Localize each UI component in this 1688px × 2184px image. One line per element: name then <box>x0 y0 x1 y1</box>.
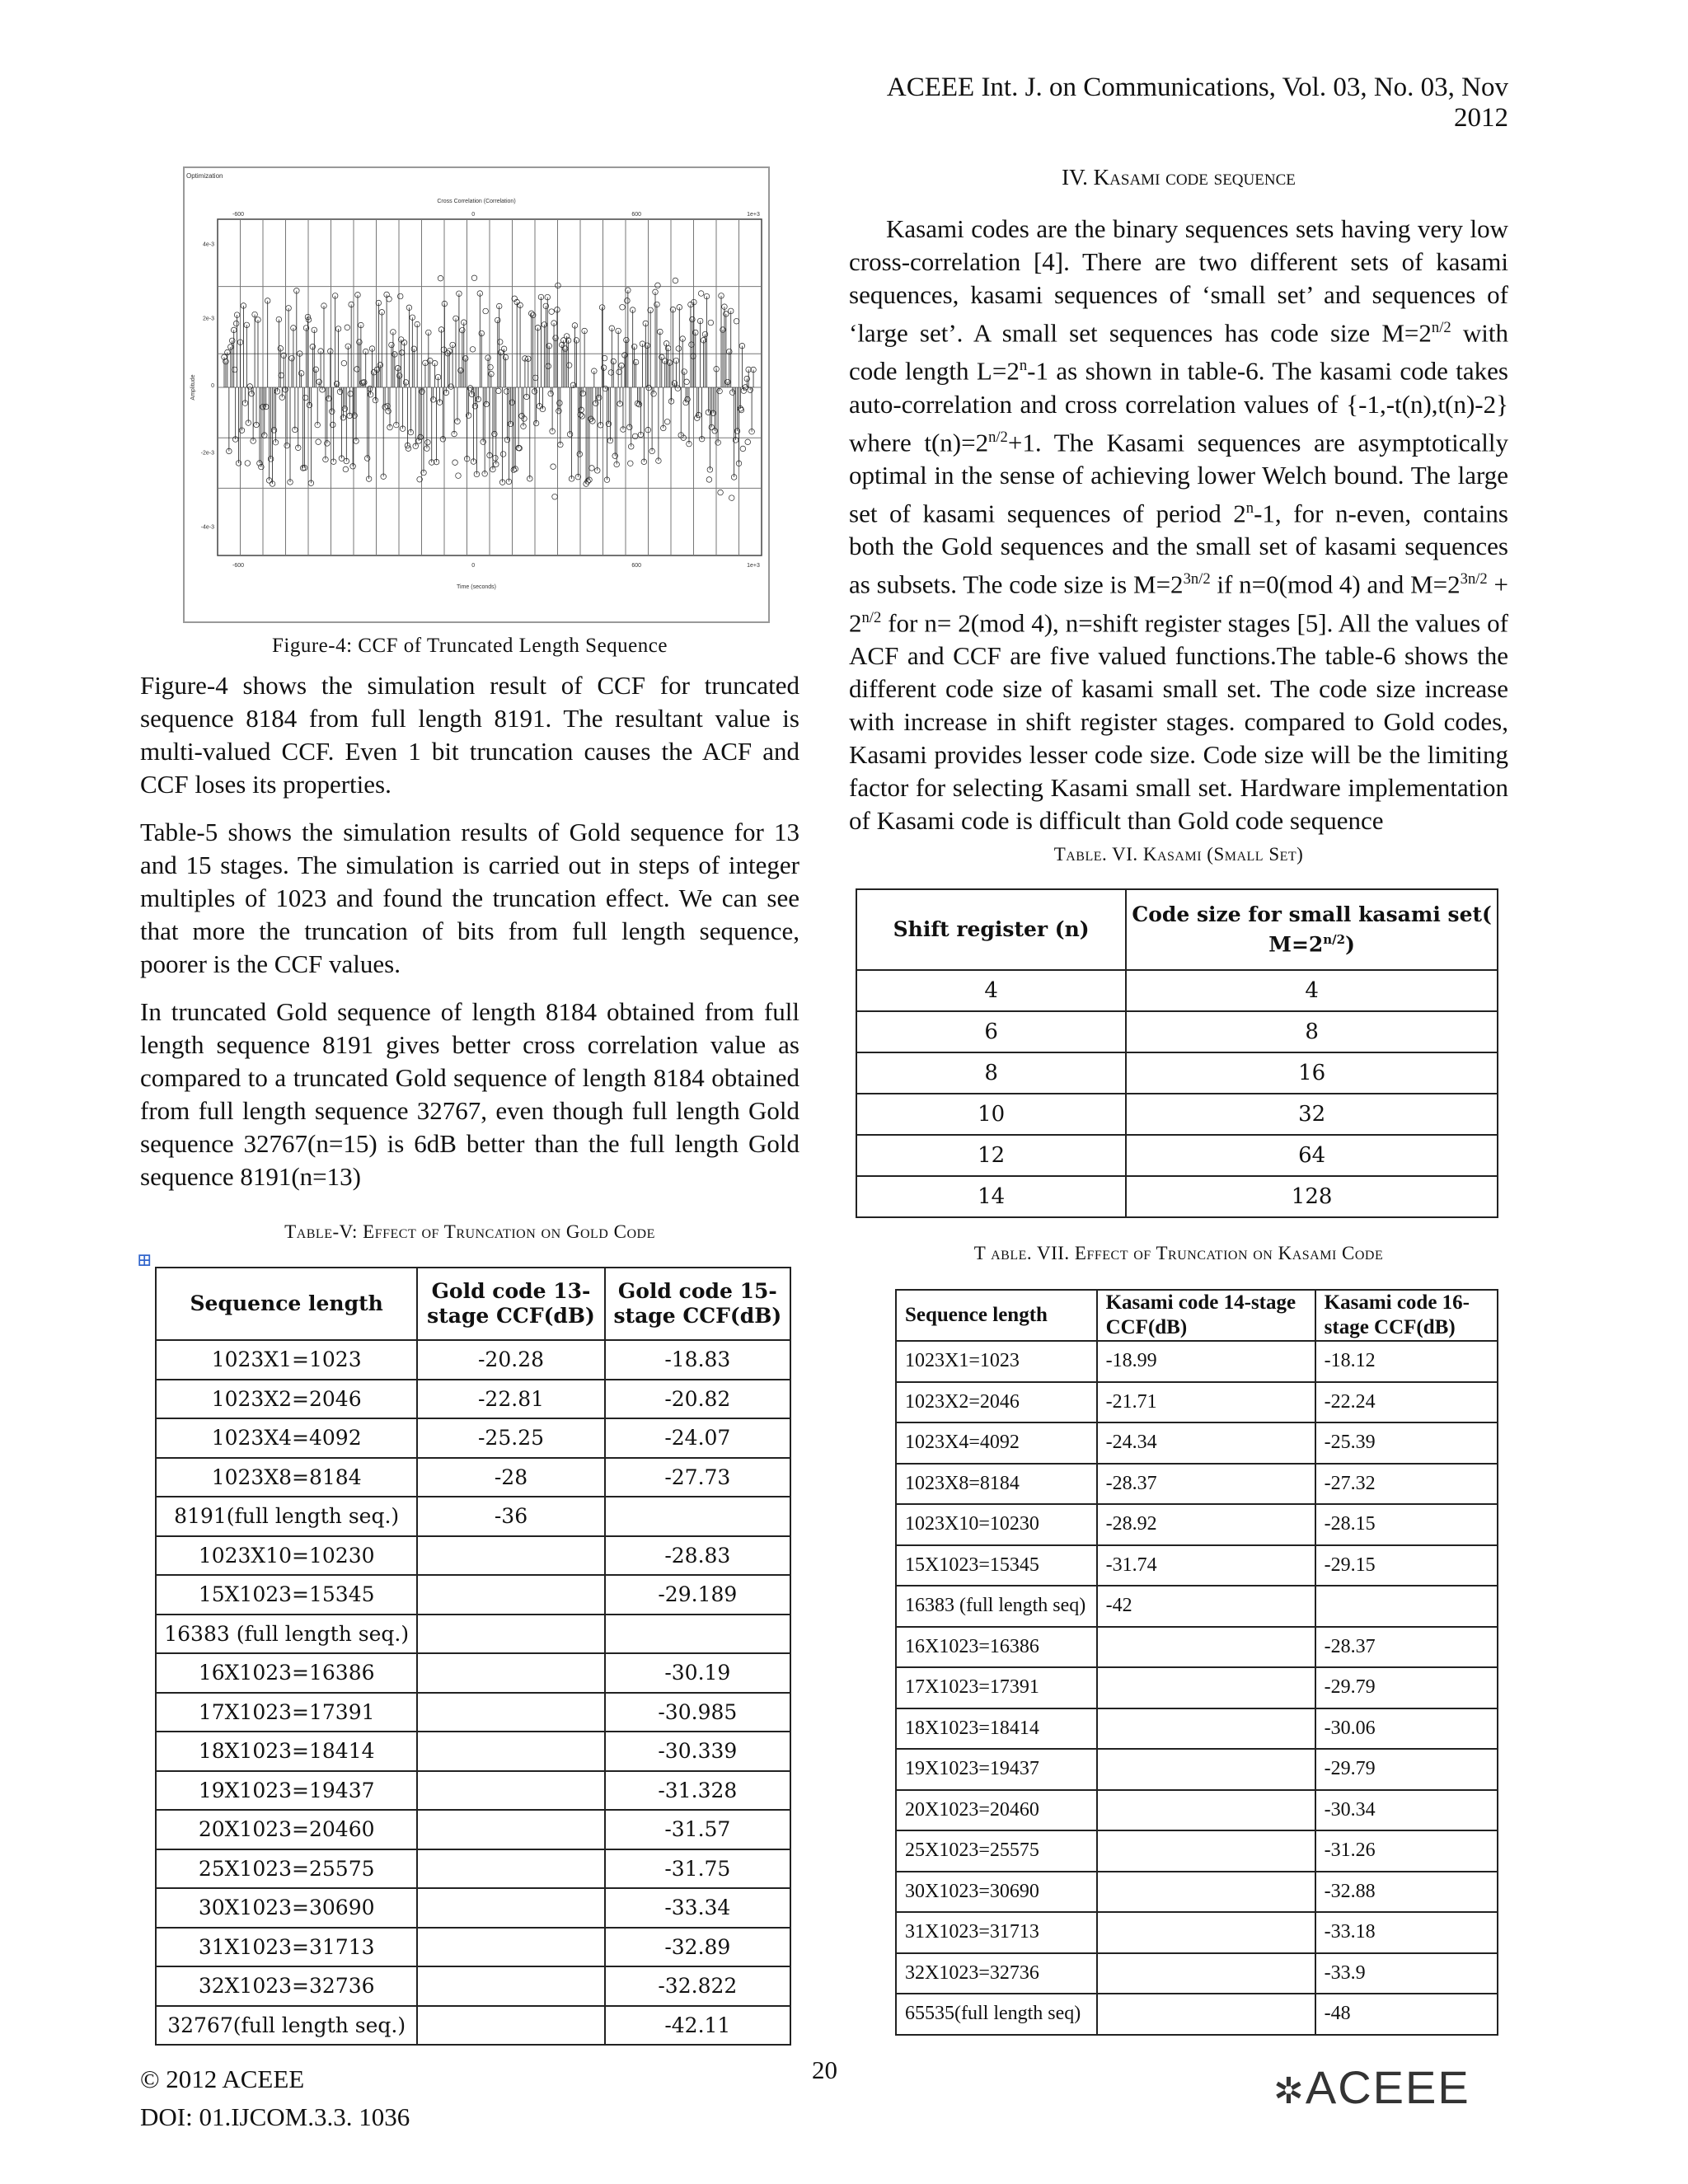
ccf-marker <box>691 354 696 359</box>
ccf-marker <box>470 347 476 353</box>
table-6 <box>856 888 1498 1218</box>
table-cell: -24.34 <box>1097 1422 1315 1464</box>
table-cell <box>1097 1790 1315 1831</box>
ccf-marker <box>233 321 239 326</box>
ccf-marker <box>316 439 321 445</box>
plot-xlabel: Time (seconds) <box>457 584 496 590</box>
ccf-marker <box>549 309 555 315</box>
table-cell: -25.25 <box>417 1418 604 1458</box>
table-cell: 1023X4=4092 <box>896 1422 1097 1464</box>
ccf-marker <box>718 490 724 495</box>
table-cell: 1023X8=8184 <box>896 1464 1097 1505</box>
table-cell: 1023X10=10230 <box>156 1536 417 1576</box>
table-row <box>896 1994 1498 2035</box>
table-7-header-0: Sequence length <box>896 1290 1097 1341</box>
table-cell: 1023X2=2046 <box>896 1382 1097 1423</box>
table-cell: 31X1023=31713 <box>156 1928 417 1967</box>
table-row <box>156 1497 790 1536</box>
table-row <box>156 1380 790 1419</box>
journal-header: ACEEE Int. J. on Communications, Vol. 03, No. 03, Nov 2012 <box>886 73 1508 133</box>
table-cell: 18X1023=18414 <box>156 1732 417 1771</box>
table-cell: 8 <box>1126 1011 1498 1052</box>
table-row <box>156 1340 790 1380</box>
table-row <box>896 1545 1498 1586</box>
ccf-marker <box>546 363 551 369</box>
section-heading <box>849 165 1508 190</box>
table-cell: -30.985 <box>605 1693 790 1732</box>
table-cell <box>417 1771 604 1811</box>
table-cell: -33.18 <box>1315 1912 1498 1953</box>
table-cell: -31.26 <box>1315 1830 1498 1872</box>
table-cell: 8 <box>856 1052 1126 1094</box>
ccf-marker <box>345 325 350 330</box>
ccf-marker <box>456 473 462 479</box>
y-tick-label: 2e-3 <box>202 316 214 322</box>
table-cell <box>417 1536 604 1576</box>
ccf-marker <box>367 386 373 391</box>
ccf-marker <box>438 275 443 281</box>
table-cell: -28.37 <box>1097 1464 1315 1505</box>
top-tick-label: 600 <box>631 212 642 218</box>
table-row <box>896 1912 1498 1953</box>
table-cell <box>417 1928 604 1967</box>
table-cell: -48 <box>1315 1994 1498 2035</box>
y-tick-label: -4e-3 <box>200 524 214 531</box>
table-row <box>156 1615 790 1654</box>
ccf-marker <box>608 370 614 376</box>
table-cell: 4 <box>856 970 1126 1011</box>
table-cell: 20X1023=20460 <box>156 1810 417 1849</box>
table-row <box>896 1586 1498 1627</box>
ccf-marker <box>676 346 682 352</box>
ccf-marker <box>734 318 739 324</box>
ccf-marker <box>279 373 284 378</box>
ccf-marker <box>729 495 734 501</box>
aceee-logo <box>1273 2060 1470 2114</box>
table-cell: 16 <box>1126 1052 1498 1094</box>
top-tick-label: -600 <box>232 212 245 218</box>
table-cell: 31X1023=31713 <box>896 1912 1097 1953</box>
table-cell: 16X1023=16386 <box>156 1653 417 1693</box>
table-row <box>896 1953 1498 1994</box>
table-cell: 14 <box>856 1176 1126 1217</box>
table-cell: 17X1023=17391 <box>896 1667 1097 1708</box>
ccf-marker <box>655 283 661 288</box>
table-cell: -29.15 <box>1315 1545 1498 1586</box>
table-7 <box>895 1289 1498 2036</box>
table-cell <box>1097 1708 1315 1750</box>
table-row <box>896 1627 1498 1668</box>
table-5-header-0: Sequence length <box>156 1268 417 1340</box>
table-cell: -20.82 <box>605 1380 790 1419</box>
bottom-tick-label: 0 <box>471 563 476 569</box>
table-row <box>156 1575 790 1615</box>
section-title: Kasami code sequence <box>1093 165 1296 190</box>
table-row <box>896 1382 1498 1423</box>
bottom-tick-label: -600 <box>232 563 245 569</box>
ccf-marker <box>740 446 746 452</box>
table-cell: 32767(full length seq.) <box>156 2006 417 2046</box>
table-cell: -20.28 <box>417 1340 604 1380</box>
table-5-header-2: Gold code 15-stage CCF(dB) <box>605 1268 790 1340</box>
table-cell <box>417 1849 604 1889</box>
plot-title: Cross Correlation (Correlation) <box>437 199 516 204</box>
table-cell: -31.328 <box>605 1771 790 1811</box>
ccf-plot <box>185 168 768 621</box>
kasami-paragraph: Kasami codes are the binary sequences sets having very low cross-correlation [4]. There are two different sets of kasami sequences, kasami sequences of ‘small set’ and sequences of ‘large set’. A small set sequences has code size $M=2^{n/2}$ with code length $L=2^n-1$ as shown in table-6. The kasami code takes auto-correlation and cross correlation values of {-1,-t(n),t(n)-2} where $t(n)=2^{n/2}+1$. The Kasami sequences are asymptotically optimal in the sense of achieving lower Welch bound. The large set of kasami sequences of period 2$^n$-1, for n-even, contains both the Gold sequences and the small set of kasami sequences as subsets. The code size is $M=2^{3n/2}$ if n=0(mod 4) and $M=2^{3n/2} + 2^{n/2}$ for n= 2(mod 4), n=shift register stages [5]. All the values of ACF and CCF are five valued functions.The table-6 shows the different code size of kasami small set. The code size increase with increase in shift register stages. compared to Gold codes, Kasami provides lesser code size. Code size will be the limiting factor for selecting Kasami small set. Hardware implementation of Kasami code is difficult than Gold code sequence <box>849 214 1509 835</box>
table-row <box>156 1849 790 1889</box>
table-cell <box>1097 1749 1315 1790</box>
table-cell: 18X1023=18414 <box>896 1708 1097 1750</box>
table-cell: -28.15 <box>1315 1504 1498 1545</box>
table-row <box>896 1464 1498 1505</box>
table-cell: -32.822 <box>605 1966 790 2006</box>
table-cell: -31.57 <box>605 1810 790 1849</box>
table-cell: 25X1023=25575 <box>156 1849 417 1889</box>
table-cell: -29.79 <box>1315 1667 1498 1708</box>
table-cell <box>417 2006 604 2046</box>
paragraph-truncated-gold: In truncated Gold sequence of length 8184 obtained from full length sequence 8191 gives better cross correlation value as compared to a truncated Gold sequence of length 8184 obtained from full length sequence 32767, even though full length Gold sequence 32767(n=15) is 6dB better than the full length Gold sequence 8191(n=13) <box>140 997 799 1191</box>
table-row <box>156 1458 790 1497</box>
doi: DOI: 01.IJCOM.3.3. 1036 <box>140 2102 410 2131</box>
table-row <box>156 2006 790 2046</box>
page-number: 20 <box>812 2055 837 2084</box>
table-cell: -30.339 <box>605 1732 790 1771</box>
table-cell <box>417 1810 604 1849</box>
table-cell: 32X1023=32736 <box>156 1966 417 2006</box>
table-row <box>856 1176 1498 1217</box>
table-cell: -27.73 <box>605 1458 790 1497</box>
table-cell: 1023X8=8184 <box>156 1458 417 1497</box>
ccf-marker <box>232 367 237 373</box>
ccf-marker <box>497 340 503 345</box>
ccf-marker <box>471 275 477 281</box>
table-cell <box>1097 1667 1315 1708</box>
ccf-marker <box>495 388 501 394</box>
ccf-marker <box>425 439 431 445</box>
ccf-marker <box>589 466 595 471</box>
table-6-header-0: Shift register (n) <box>856 889 1126 970</box>
table-cell: 16383 (full length seq.) <box>156 1615 417 1654</box>
ccf-marker <box>397 293 403 299</box>
table-cell: 1023X4=4092 <box>156 1418 417 1458</box>
table-cell: -31.74 <box>1097 1545 1315 1586</box>
table-row <box>896 1341 1498 1382</box>
copyright: © 2012 ACEEE <box>140 2064 305 2093</box>
table-cell: 10 <box>856 1094 1126 1135</box>
table-cell: -22.24 <box>1315 1382 1498 1423</box>
ccf-marker <box>245 461 251 466</box>
table-cell: 1023X1=1023 <box>896 1341 1097 1382</box>
table-cell <box>417 1653 604 1693</box>
ccf-marker <box>532 375 538 381</box>
table-cell: -29.189 <box>605 1575 790 1615</box>
top-tick-label: 1e+3 <box>747 212 760 218</box>
table-anchor-icon: ⊞ <box>137 1249 152 1270</box>
paragraph-fig4: Figure-4 shows the simulation result of CCF for truncated sequence 8184 from full length 8191. The resultant value is multi-valued CCF. Even 1 bit truncation causes the ACF and CCF loses its properties. <box>140 671 799 799</box>
table-7-header-1: Kasami code 14-stage CCF(dB) <box>1097 1290 1315 1341</box>
bottom-tick-label: 600 <box>631 563 642 569</box>
table-row <box>856 1094 1498 1135</box>
table-row <box>156 1810 790 1849</box>
table-row <box>156 1536 790 1576</box>
table-cell: 15X1023=15345 <box>896 1545 1097 1586</box>
ccf-marker <box>684 379 690 385</box>
table-cell: 12 <box>856 1135 1126 1176</box>
ccf-marker <box>493 455 499 461</box>
ccf-marker <box>483 308 489 314</box>
figure-4-caption: Figure-4: CCF of Truncated Length Sequence <box>272 635 668 657</box>
table-row <box>896 1790 1498 1831</box>
ccf-marker <box>706 477 712 483</box>
ccf-marker <box>675 386 681 391</box>
table-cell: -32.89 <box>605 1928 790 1967</box>
table-row <box>156 1771 790 1811</box>
ccf-marker <box>664 419 670 424</box>
ccf-marker <box>354 367 360 373</box>
table-cell: 32X1023=32736 <box>896 1953 1097 1994</box>
table-cell <box>417 1693 604 1732</box>
table-cell: -18.12 <box>1315 1341 1498 1382</box>
ccf-marker <box>673 278 678 284</box>
table-cell <box>417 1966 604 2006</box>
table-cell: -33.34 <box>605 1888 790 1928</box>
table-cell: -30.06 <box>1315 1708 1498 1750</box>
table-cell: -18.99 <box>1097 1341 1315 1382</box>
table-cell: -42 <box>1097 1586 1315 1627</box>
y-tick-label: 0 <box>211 383 214 389</box>
ccf-marker <box>552 494 558 499</box>
table-cell: 65535(full length seq) <box>896 1994 1097 2035</box>
table-cell: -42.11 <box>605 2006 790 2046</box>
table-cell: -28 <box>417 1458 604 1497</box>
table-cell <box>417 1615 604 1654</box>
table-cell <box>1097 1953 1315 1994</box>
table-cell: 25X1023=25575 <box>896 1830 1097 1872</box>
y-tick-label: 4e-3 <box>202 241 214 248</box>
table-row <box>856 1052 1498 1094</box>
top-tick-label: 0 <box>471 212 476 218</box>
table-cell: -21.71 <box>1097 1382 1315 1423</box>
plot-window-title: Optimization <box>186 172 223 180</box>
table-row <box>896 1872 1498 1913</box>
section-number: IV. <box>1062 165 1094 190</box>
table-cell: -28.83 <box>605 1536 790 1576</box>
table-cell: 1023X10=10230 <box>896 1504 1097 1545</box>
ccf-marker <box>406 446 411 452</box>
table-7-header-2: Kasami code 16-stage CCF(dB) <box>1315 1290 1498 1341</box>
table-cell: 1023X2=2046 <box>156 1380 417 1419</box>
table-cell: -25.39 <box>1315 1422 1498 1464</box>
table-cell: 32 <box>1126 1094 1498 1135</box>
table-cell: -24.07 <box>605 1418 790 1458</box>
ccf-marker <box>341 360 347 366</box>
table-cell <box>417 1732 604 1771</box>
table-row <box>896 1708 1498 1750</box>
table-row <box>896 1422 1498 1464</box>
table-cell: -30.34 <box>1315 1790 1498 1831</box>
table-cell: 17X1023=17391 <box>156 1693 417 1732</box>
ccf-marker <box>738 407 744 413</box>
table-row <box>156 1732 790 1771</box>
plot-ylabel: Amplitude <box>190 374 196 401</box>
table-cell <box>1097 1912 1315 1953</box>
table-row <box>156 1418 790 1458</box>
table-row <box>156 1653 790 1693</box>
ccf-marker <box>302 395 308 401</box>
table-cell: 20X1023=20460 <box>896 1790 1097 1831</box>
table-cell: -32.88 <box>1315 1872 1498 1913</box>
ccf-marker <box>620 304 626 310</box>
table-cell: 1023X1=1023 <box>156 1340 417 1380</box>
table-cell: -22.81 <box>417 1380 604 1419</box>
ccf-marker <box>698 291 704 297</box>
table-cell <box>1097 1830 1315 1872</box>
paragraph-table5: Table-5 shows the simulation results of Gold sequence for 13 and 15 stages. The simulation is carried out in steps of integer multiples of 1023 and found the truncation effect. We can see that more the truncation of bits from full length sequence, poorer is the CCF values. <box>140 818 799 978</box>
table-5-header-row <box>156 1268 790 1340</box>
ccf-marker <box>627 461 633 466</box>
table-row <box>156 1888 790 1928</box>
ccf-marker <box>566 363 572 368</box>
table-cell <box>1097 1994 1315 2035</box>
table-6-caption: Table. VI. Kasami (Small Set) <box>1053 844 1304 865</box>
ccf-marker <box>617 369 622 375</box>
table-row <box>896 1504 1498 1545</box>
table-cell: 30X1023=30690 <box>896 1872 1097 1913</box>
table-row <box>856 1011 1498 1052</box>
table-cell <box>605 1497 790 1536</box>
footer-left <box>140 2060 410 2136</box>
table-row <box>856 1135 1498 1176</box>
table-cell: 15X1023=15345 <box>156 1575 417 1615</box>
table-5-header-1: Gold code 13-stage CCF(dB) <box>417 1268 604 1340</box>
y-tick-label: -2e-3 <box>200 450 214 457</box>
table-cell: -31.75 <box>605 1849 790 1889</box>
ccf-marker <box>551 464 556 470</box>
table-cell: 19X1023=19437 <box>156 1771 417 1811</box>
table-6-header-row <box>856 889 1498 970</box>
table-cell: -27.32 <box>1315 1464 1498 1505</box>
table-cell: 8191(full length seq.) <box>156 1497 417 1536</box>
ccf-marker <box>745 439 751 445</box>
table-row <box>156 1966 790 2006</box>
table-cell <box>417 1888 604 1928</box>
table-row <box>156 1928 790 1967</box>
table-5 <box>155 1267 791 2046</box>
ccf-marker <box>504 389 509 395</box>
table-row <box>896 1749 1498 1790</box>
table-cell <box>1315 1586 1498 1627</box>
table-cell: 128 <box>1126 1176 1498 1217</box>
table-cell: -30.19 <box>605 1653 790 1693</box>
table-cell: 19X1023=19437 <box>896 1749 1097 1790</box>
ccf-marker <box>452 460 458 466</box>
table-cell: 30X1023=30690 <box>156 1888 417 1928</box>
table-cell: 6 <box>856 1011 1126 1052</box>
ccf-marker <box>488 364 494 370</box>
table-7-caption: T able. VII. Effect of Truncation on Kasami Code <box>973 1243 1384 1263</box>
ccf-marker <box>348 391 354 397</box>
table-cell: 16X1023=16386 <box>896 1627 1097 1668</box>
table-cell: 16383 (full length seq) <box>896 1586 1097 1627</box>
figure-4 <box>183 166 770 623</box>
table-5-caption: Table-V: Effect of Truncation on Gold Code <box>284 1221 655 1242</box>
ccf-marker <box>387 297 392 302</box>
ccf-marker <box>708 320 714 326</box>
table-row <box>896 1667 1498 1708</box>
table-cell: -28.37 <box>1315 1627 1498 1668</box>
table-row <box>156 1693 790 1732</box>
table-cell: 4 <box>1126 970 1498 1011</box>
ccf-marker <box>343 466 349 472</box>
table-cell: -18.83 <box>605 1340 790 1380</box>
ccf-marker <box>500 452 506 457</box>
table-row <box>896 1830 1498 1872</box>
table-cell: 64 <box>1126 1135 1498 1176</box>
table-row <box>856 970 1498 1011</box>
table-cell <box>1097 1627 1315 1668</box>
table-cell <box>1097 1872 1315 1913</box>
table-cell: -29.79 <box>1315 1749 1498 1790</box>
table-cell <box>417 1575 604 1615</box>
ccf-marker <box>399 350 405 356</box>
table-cell: -36 <box>417 1497 604 1536</box>
table-cell <box>605 1615 790 1654</box>
table-cell: -28.92 <box>1097 1504 1315 1545</box>
table-6-header-1: Code size for small kasami set( $M=2^{n/2}$) <box>1126 889 1498 970</box>
bottom-tick-label: 1e+3 <box>747 563 760 569</box>
table-7-header-row <box>896 1290 1498 1341</box>
logo-text: ACEEE <box>1305 2061 1470 2113</box>
logo-star-icon: ✲ <box>1273 2071 1306 2111</box>
table-cell: -33.9 <box>1315 1953 1498 1994</box>
